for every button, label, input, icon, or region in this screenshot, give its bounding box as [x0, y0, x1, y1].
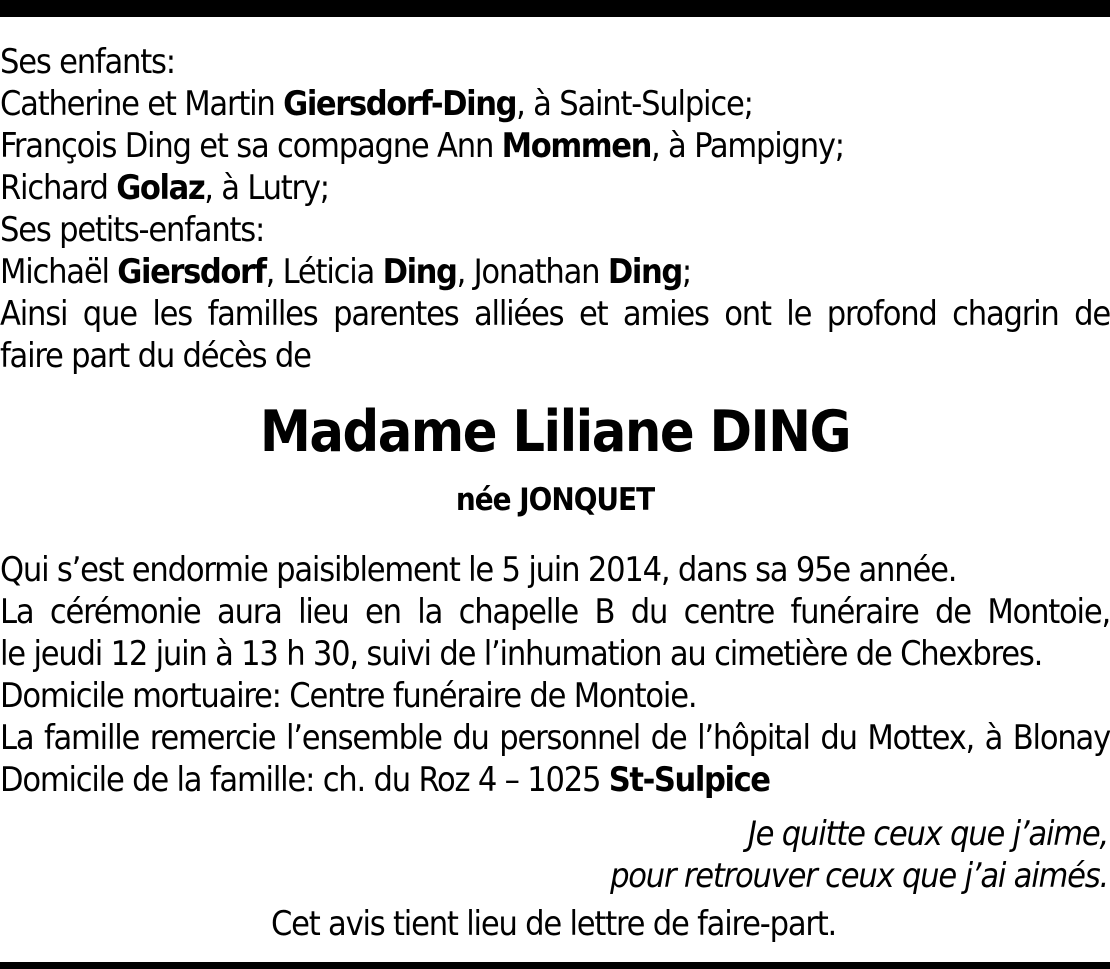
surname: Ding	[607, 252, 682, 292]
bottom-rule	[0, 962, 1110, 969]
grandchildren-heading: Ses petits-enfants:	[0, 210, 265, 250]
surname: Giersdorf	[117, 252, 266, 292]
surname: Ding	[382, 252, 457, 292]
details-line-5: La famille remercie l’ensemble du personnel de l’hôpital du Mottex, à Blonay	[0, 718, 1110, 758]
family-line-3: Richard Golaz, à Lutry;	[0, 168, 329, 208]
surname: Golaz	[116, 168, 205, 208]
details-line-4: Domicile mortuaire: Centre funéraire de Montoie.	[0, 676, 697, 716]
verse-line-1: Je quitte ceux que j’aime,	[747, 814, 1108, 854]
town-name: St-Sulpice	[608, 760, 770, 800]
footer-note: Cet avis tient lieu de lettre de faire-part.	[270, 904, 837, 944]
verse-line-2: pour retrouver ceux que j’ai aimés.	[610, 856, 1108, 896]
deceased-name: Madame Liliane DING	[259, 399, 851, 465]
family-line-2: François Ding et sa compagne Ann Mommen, à Pampigny;	[0, 126, 844, 166]
family-line-1: Catherine et Martin Giersdorf-Ding, à Saint-Sulpice;	[0, 84, 753, 124]
details-line-6: Domicile de la famille: ch. du Roz 4 – 1025 St-Sulpice	[0, 760, 770, 800]
surname: Mommen	[501, 126, 652, 166]
maiden-name: née JONQUET	[455, 482, 655, 518]
details-line-1: Qui s’est endormie paisiblement le 5 juin 2014, dans sa 95e année.	[0, 550, 957, 590]
children-heading: Ses enfants:	[0, 42, 175, 82]
family-line-4: Michaël Giersdorf, Léticia Ding, Jonathan Ding;	[0, 252, 691, 292]
family-line-5: Ainsi que les familles parentes alliées et amies ont le profond chagrin de	[0, 294, 1110, 334]
surname: Giersdorf-Ding	[283, 84, 517, 124]
top-rule	[0, 0, 1110, 17]
family-line-6: faire part du décès de	[0, 336, 311, 376]
details-line-3: le jeudi 12 juin à 13 h 30, suivi de l’inhumation au cimetière de Chexbres.	[0, 634, 1043, 674]
details-line-2: La cérémonie aura lieu en la chapelle B du centre funéraire de Montoie,	[0, 592, 1110, 632]
